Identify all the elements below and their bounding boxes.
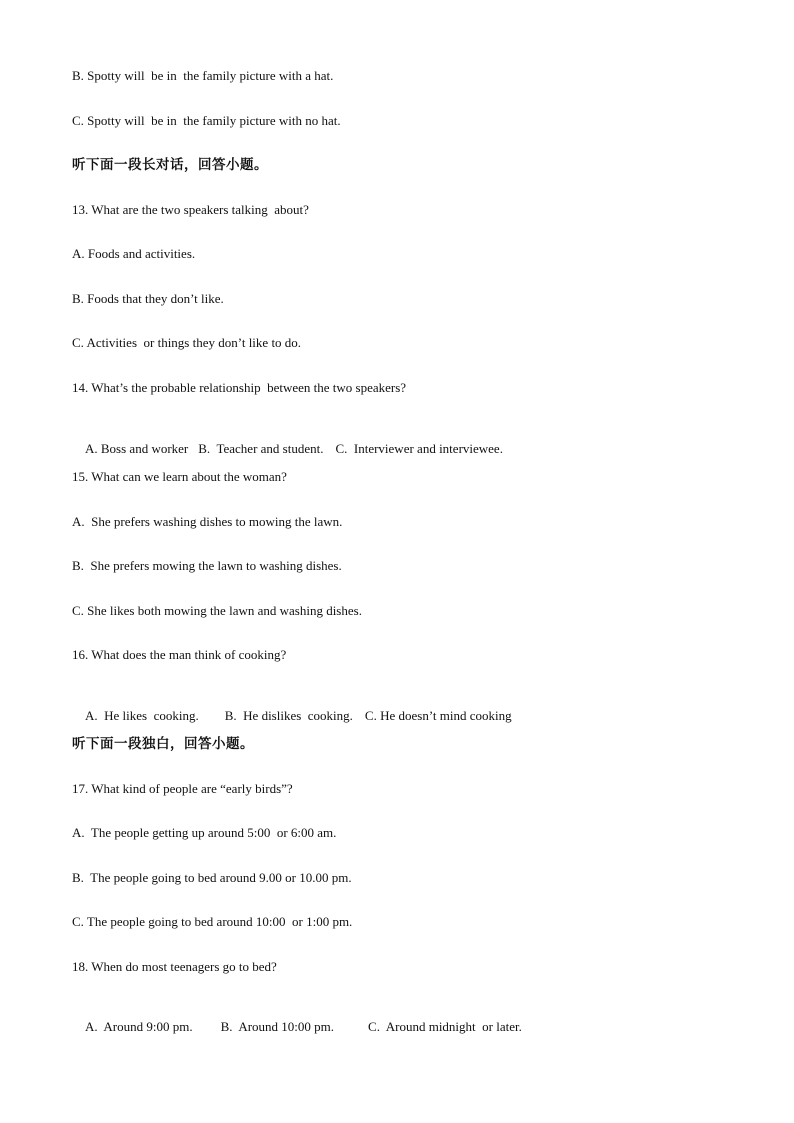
q14-option-a: A. Boss and worker	[85, 441, 189, 456]
question-18: 18. When do most teenagers go to bed?	[72, 959, 277, 974]
q17-option-a: A. The people getting up around 5:00 or 6:00 am.	[72, 825, 337, 840]
q14-option-b: B. Teacher and student.	[198, 441, 324, 456]
question-16: 16. What does the man think of cooking?	[72, 647, 287, 662]
q16-option-c: C. He doesn’t mind cooking	[364, 708, 512, 723]
q16-options	[72, 692, 512, 740]
q14-option-c: C. Interviewer and interviewee.	[335, 441, 503, 456]
q18-options	[72, 1003, 522, 1051]
question-13: 13. What are the two speakers talking about?	[72, 202, 309, 217]
q15-option-c: C. She likes both mowing the lawn and washing dishes.	[72, 603, 362, 618]
q13-option-c: C. Activities or things they don’t like to do.	[72, 335, 302, 350]
q14-options	[72, 425, 503, 473]
q12-option-c: C. Spotty will be in the family picture with no hat.	[72, 113, 341, 128]
q13-option-b: B. Foods that they don’t like.	[72, 291, 224, 306]
question-17: 17. What kind of people are “early birds”?	[72, 781, 293, 796]
q17-option-c: C. The people going to bed around 10:00 or 1:00 pm.	[72, 914, 353, 929]
q18-option-b: B. Around 10:00 pm.	[220, 1019, 335, 1034]
section-heading-long-dialogue: 听下面一段长对话，回答小题。	[72, 157, 268, 173]
question-14: 14. What’s the probable relationship between the two speakers?	[72, 380, 407, 395]
q17-option-b: B. The people going to bed around 9.00 or 10.00 pm.	[72, 870, 352, 885]
q12-option-b: B. Spotty will be in the family picture with a hat.	[72, 68, 334, 83]
q18-option-c: C. Around midnight or later.	[368, 1019, 522, 1034]
q16-option-a: A. He likes cooking.	[85, 708, 199, 723]
q16-option-b: B. He dislikes cooking.	[224, 708, 353, 723]
question-15: 15. What can we learn about the woman?	[72, 469, 287, 484]
section-heading-monologue: 听下面一段独白，回答小题。	[72, 736, 254, 752]
q15-option-b: B. She prefers mowing the lawn to washing dishes.	[72, 558, 342, 573]
q15-option-a: A. She prefers washing dishes to mowing the lawn.	[72, 514, 343, 529]
q13-option-a: A. Foods and activities.	[72, 246, 196, 261]
q18-option-a: A. Around 9:00 pm.	[85, 1019, 193, 1034]
